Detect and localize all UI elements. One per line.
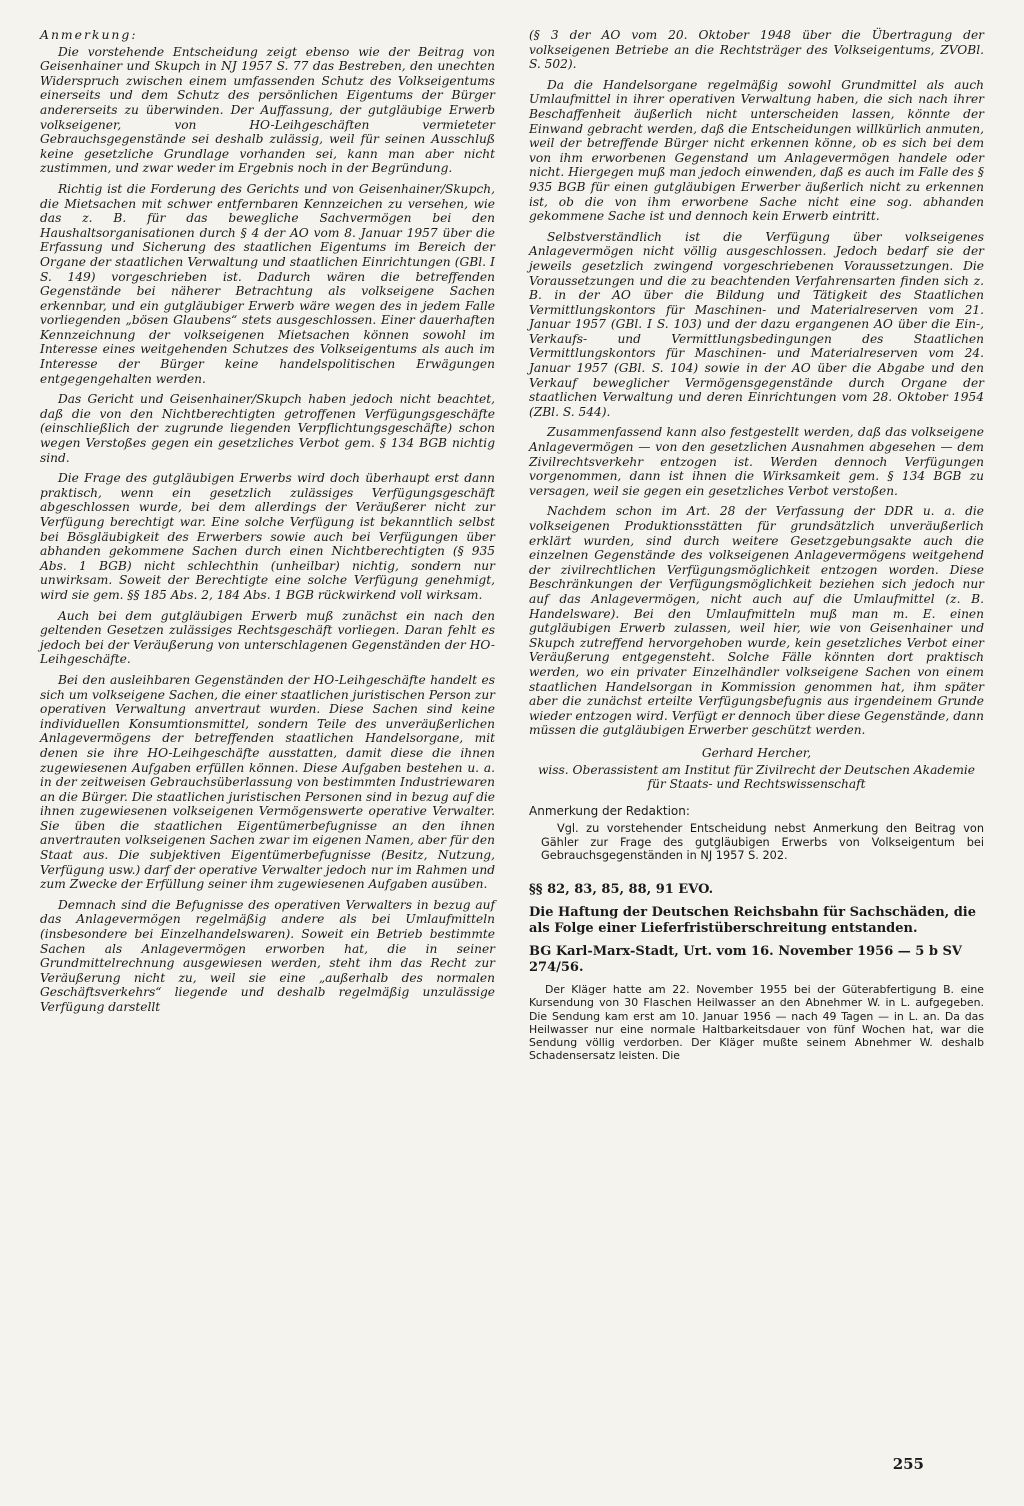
paragraph: Demnach sind die Befugnisse des operativen Verwalters in bezug auf das Anlagevermögen regelmäßig andere als bei Umlaufmitteln (insbesondere bei Einzelhandelswaren). Soweit ein Betrieb bestimmte Sachen als Anlagevermögen erworben hat, die in seiner Grundmittelrechnung ausgewiesen werden, steht ihm das Recht zur Veräußerung nicht zu, weil sie eine „außerhalb des normalen Geschäftsverkehrs“ liegende und deshalb regelmäßig unzulässige Verfügung darstellt [40, 897, 495, 1014]
annotation-heading: Anmerkung: [40, 27, 138, 42]
paragraph: Nachdem schon im Art. 28 der Verfassung der DDR u. a. die volkseigenen Produktionsstätten für grundsätzlich unveräußerlich erklärt wurden, sind durch weitere Gesetzgebungsakte auch die einzelnen Gegenstände des volkseigenen Anlagevermögens weitgehend der zivilrechtlichen Verfügungsmöglichkeit entzogen worden. Diese Beschränkungen der Verfügungsmöglichkeit beziehen sich jedoch nur auf das Anlagevermögen, nicht auch auf die Umlaufmittel (z. B. Handelsware). Bei den Umlaufmitteln muß man m. E. einen gutgläubigen Erwerb zulassen, weil hier, wie von Geisenhainer und Skupch zutreffend hervorgehoben wurde, kein gesetzliches Verbot einer Veräußerung entgegensteht. Solche Fälle könnten dort praktisch werden, wo ein privater Einzelhändler volkseigene Sachen von einem staatlichen Handelsorgan in Kommission genommen hat, ihm später aber die zunächst erteilte Verfügungsbefugnis aus irgendeinem Grunde wieder entzogen wird. Verfügt er dennoch über diese Gegenstände, dann müssen die gutgläubigen Erwerber geschützt werden. [529, 504, 984, 738]
paragraph: Richtig ist die Forderung des Gerichts und von Geisenhainer/Skupch, die Mietsachen mit schwer entfernbaren Kennzeichen zu versehen, wie das z. B. für das bewegliche Sachvermögen bei den Haushaltsorganisationen durch § 4 der AO vom 8. Januar 1957 über die Erfassung und Sicherung des staatlichen Eigentums im Bereich der Organe der staatlichen Verwaltung und staatlichen Einrichtungen (GBl. I S. 149) vorgeschrieben ist. Dadurch wären die betreffenden Gegenstände bei näherer Betrachtung als volkseigene Sachen erkennbar, und ein gutgläubiger Erwerb wäre wegen des in jedem Falle vorliegenden „bösen Glaubens“ stets ausgeschlossen. Einer dauerhaften Kennzeichnung der volkseigenen Mietsachen können sowohl im Interesse eines weitgehenden Schutzes des Volkseigentums als auch im Interesse der Bürger keine handelspolitischen Erwägungen entgegengehalten werden. [40, 181, 495, 386]
editorial-note-text: Vgl. zu vorstehender Entscheidung nebst Anmerkung den Beitrag von Gähler zur Frage des gutgläubigen Erwerbs von Volkseigentum bei Gebrauchsgegenständen in NJ 1957 S. 202. [541, 822, 984, 863]
paragraph: Auch bei dem gutgläubigen Erwerb muß zunächst ein nach den geltenden Gesetzen zulässiges Rechtsgeschäft vorliegen. Daran fehlt es jedoch bei der Veräußerung von unterschlagenen Gegenständen der HO-Leihgeschäfte. [40, 608, 495, 667]
case-title: Die Haftung der Deutschen Reichsbahn für Sachschäden, die als Folge einer Lieferfristüberschreitung entstanden. [529, 905, 977, 936]
case-facts: Der Kläger hatte am 22. November 1955 bei der Güterabfertigung B. eine Kursendung von 30 Flaschen Heilwasser an den Abnehmer W. in L. aufgegeben. Die Sendung kam erst am 10. Januar 1956 — nach 49 Tagen — in L. an. Da das Heilwasser nur eine normale Haltbarkeitsdauer von fünf Wochen hat, war die Sendung völlig verdorben. Der Kläger mußte seinem Abnehmer W. deshalb Schadensersatz leisten. Die [529, 983, 984, 1063]
page-number: 255 [892, 1455, 924, 1473]
paragraph: Selbstverständlich ist die Verfügung über volkseigenes Anlagevermögen nicht völlig ausgeschlossen. Jedoch bedarf sie der jeweils gesetzlich zwingend vorgeschriebenen Voraussetzungen. Die Voraussetzungen und die zu beachtenden Verfahrensarten finden sich z. B. in der AO über die Bildung und Tätigkeit des Staatlichen Vermittlungskontors für Maschinen- und Materialreserven vom 21. Januar 1957 (GBl. I S. 103) und der dazu ergangenen AO über die Ein-, Verkaufs- und Vermittlungsbedingungen des Staatlichen Vermittlungskontors für Maschinen- und Materialreserven vom 24. Januar 1957 (GBl. S. 104) sowie in der AO über die Abgabe und den Verkauf beweglicher Vermögensgegenstände durch Organe der staatlichen Verwaltung und deren Einrichtungen vom 28. Oktober 1954 (ZBl. S. 544). [529, 229, 984, 419]
paragraph: Die vorstehende Entscheidung zeigt ebenso wie der Beitrag von Geisenhainer und Skupch in NJ 1957 S. 77 das Bestreben, den unechten Widerspruch zwischen einem umfassenden Schutz des Volkseigentums einerseits und dem Schutz des persönlichen Eigentums der Bürger andererseits zu überwinden. Der Auffassung, der gutgläubige Erwerb volkseigener, von HO-Leihgeschäften vermieteter Gebrauchsgegenstände sei deshalb zulässig, weil für seinen Ausschluß keine gesetzliche Grundlage vorhanden sei, kann man aber nicht zustimmen, und zwar weder im Ergebnis noch in der Begründung. [40, 44, 495, 176]
paragraph: Das Gericht und Geisenhainer/Skupch haben jedoch nicht beachtet, daß die von den Nichtberechtigten getroffenen Verfügungsgeschäfte (einschließlich der zugrunde liegenden Verpflichtungsgeschäfte) schon wegen Verstoßes gegen ein gesetzliches Verbot gem. § 134 BGB nichtig sind. [40, 392, 495, 465]
paragraph: Bei den ausleihbaren Gegenständen der HO-Leihgeschäfte handelt es sich um volkseigene Sachen, die einer staatlichen juristischen Person zur operativen Verwaltung anvertraut wurden. Diese Sachen sind keine individuellen Konsumtionsmittel, sondern Teile des unveräußerlichen Anlagevermögens der betreffenden staatlichen Handelsorgane, mit denen sie ihre HO-Leihgeschäfte ausstatten, damit diese die ihnen zugewiesenen Aufgaben erfüllen können. Diese Aufgaben bestehen u. a. in der zeitweisen Gebrauchsüberlassung von bestimmten Industriewaren an die Bürger. Die staatlichen juristischen Personen sind in bezug auf die ihnen zugewiesenen volkseigenen Vermögenswerte operative Verwalter. Sie üben die staatlichen Eigentümerbefugnisse an den ihnen anvertrauten volkseigenen Sachen zwar im eigenen Namen, aber für den Staat aus. Die subjektiven Eigentümerbefugnisse (Besitz, Nutzung, Verfügung usw.) darf der operative Verwalter jedoch nur im Rahmen und zum Zwecke der Erfüllung seiner ihm zugewiesenen Aufgaben ausüben. [40, 672, 495, 892]
editorial-note-heading: Anmerkung der Redaktion: [529, 803, 690, 818]
paragraph: Da die Handelsorgane regelmäßig sowohl Grundmittel als auch Umlaufmittel in ihrer operativen Verwaltung haben, die sich nach ihrer Beschaffenheit äußerlich nicht unterscheiden lassen, könnte der Einwand gebracht werden, daß die Entscheidungen willkürlich anmuten, weil der betreffende Bürger nicht erkennen könne, ob es sich bei dem von ihm erworbenen Gegenstand um Anlagevermögen handele oder nicht. Hiergegen muß man jedoch einwenden, daß es auch im Falle des § 935 BGB für einen gutgläubigen Erwerber äußerlich nicht zu erkennen ist, ob die von ihm erworbene Sache nicht eine sog. abhanden gekommene Sache ist und dennoch kein Erwerb eintritt. [529, 77, 984, 224]
right-column [529, 28, 984, 1068]
paragraph: Die Frage des gutgläubigen Erwerbs wird doch überhaupt erst dann praktisch, wenn ein gesetzlich zulässiges Verfügungsgeschäft abgeschlossen wurde, bei dem allerdings der Veräußerer nicht zur Verfügung berechtigt war. Eine solche Verfügung ist bekanntlich selbst bei Bösgläubigkeit des Erwerbers sowie auch bei Verfügungen über abhanden gekommene Sachen durch einen Nichtberechtigten (§ 935 Abs. 1 BGB) nicht schlechthin (unheilbar) nichtig, sondern nur unwirksam. Soweit der Berechtigte eine solche Verfügung genehmigt, wird sie gem. §§ 185 Abs. 2, 184 Abs. 1 BGB rückwirkend voll wirksam. [40, 471, 495, 602]
author-name: Gerhard Hercher, [701, 745, 812, 760]
court-citation: BG Karl-Marx-Stadt, Urt. vom 16. November 1956 — 5 b SV 274/56. [529, 944, 962, 975]
paragraph: (§ 3 der AO vom 20. Oktober 1948 über die Übertragung der volkseigenen Betriebe an die Rechtsträger des Volkseigentums, ZVOBl. S. 502). [529, 28, 984, 72]
law-reference: §§ 82, 83, 85, 88, 91 EVO. [529, 881, 714, 897]
two-column-body [40, 28, 984, 1068]
left-column [40, 28, 495, 1068]
author-affiliation: wiss. Oberassistent am Institut für Zivilrecht der Deutschen Akademie für Staats- und Rechtswissenschaft [537, 762, 976, 792]
paragraph: Zusammenfassend kann also festgestellt werden, daß das volkseigene Anlagevermögen — von den gesetzlichen Ausnahmen abgesehen — dem Zivilrechtsverkehr entzogen ist. Werden dennoch Verfügungen vorgenommen, dann ist ihnen die Wirksamkeit gem. § 134 BGB zu versagen, weil sie gegen ein gesetzliches Verbot verstoßen. [529, 425, 984, 498]
